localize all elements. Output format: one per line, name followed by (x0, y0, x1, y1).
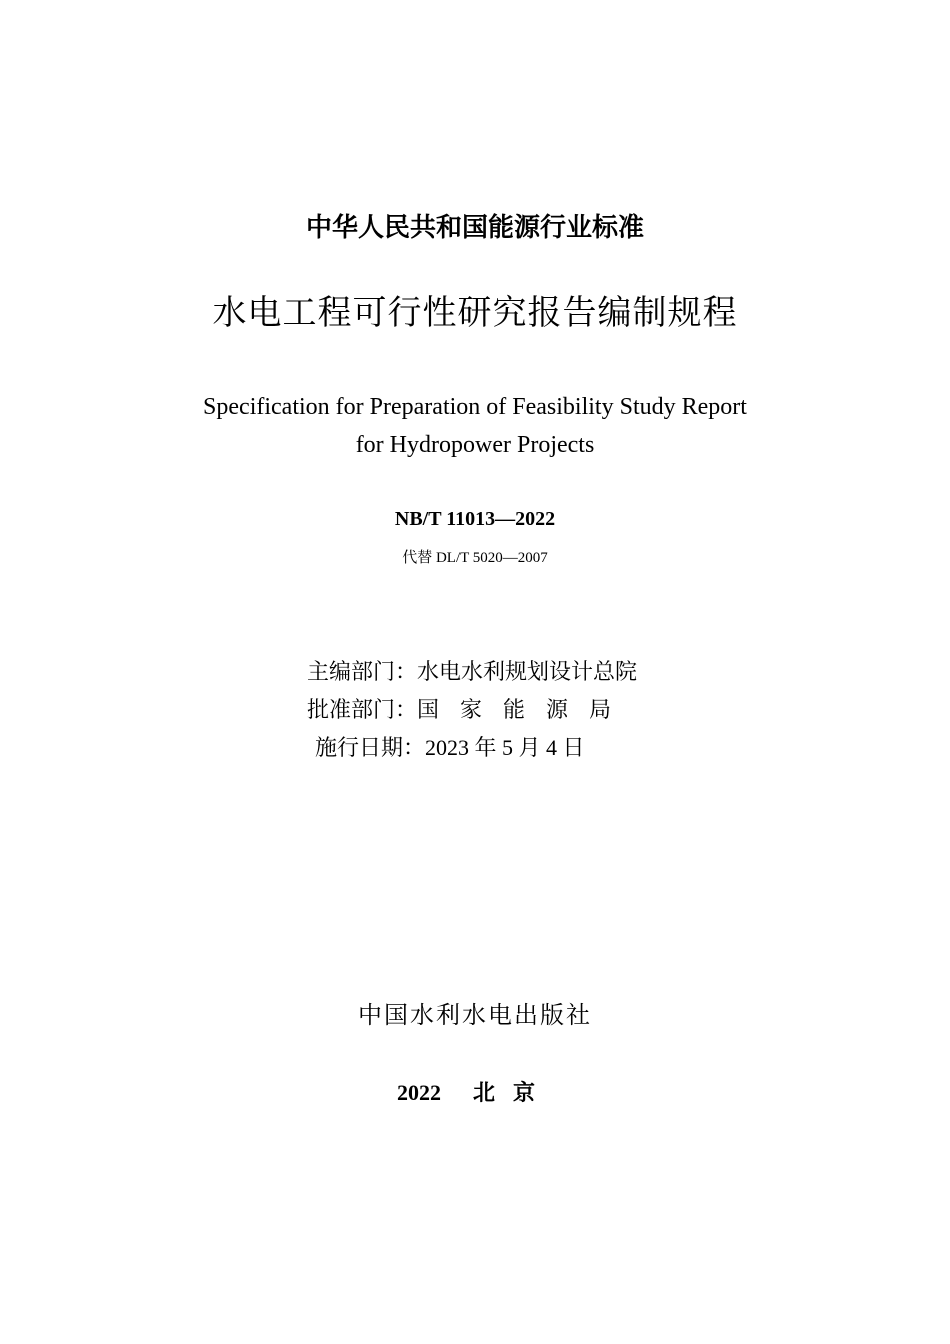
publication-city: 北京 (472, 1080, 553, 1105)
effective-date-value: 2023 年 5 月 4 日 (425, 735, 585, 760)
title-chinese: 水电工程可行性研究报告编制规程 (212, 293, 738, 333)
title-english-line-1: Specification for Preparation of Feasibility Study Report (203, 394, 747, 420)
editor-value: 水电水利规划设计总院 (417, 659, 638, 684)
publisher: 中国水利水电出版社 (358, 1001, 592, 1029)
publication-year: 2022 (396, 1080, 441, 1105)
editor-label: 主编部门： (307, 659, 418, 684)
effective-date-label: 施行日期： (315, 735, 426, 760)
issuing-info (307, 653, 637, 767)
publication-line (0, 1077, 950, 1109)
effective-date-row (307, 729, 637, 767)
editor-row (307, 653, 637, 691)
replaces-standard: 代替 DL/T 5020—2007 (402, 550, 548, 566)
standard-number: NB/T 11013—2022 (394, 508, 556, 530)
title-english (0, 388, 950, 464)
approver-value: 国家能源局 (417, 697, 633, 722)
title-english-line-2: for Hydropower Projects (355, 432, 595, 458)
approver-label: 批准部门： (307, 697, 418, 722)
standard-category: 中华人民共和国能源行业标准 (305, 213, 644, 243)
approver-row (307, 691, 637, 729)
